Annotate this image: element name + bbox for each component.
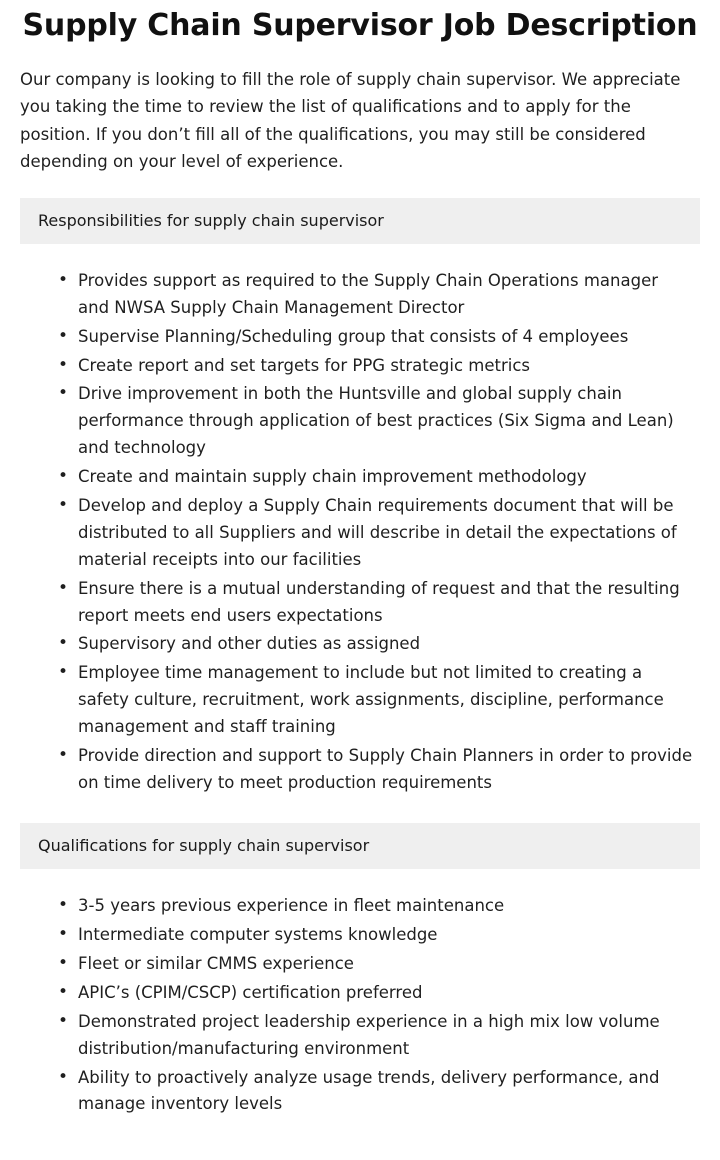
section-header-responsibilities: Responsibilities for supply chain supervisor [20,198,700,244]
list-item: • 3-5 years previous experience in fleet maintenance [58,893,700,920]
list-item: • Provide direction and support to Supply Chain Planners in order to provide on time delivery to meet production requirements [58,743,700,797]
list-item: • Provides support as required to the Supply Chain Operations manager and NWSA Supply Chain Management Director [58,268,700,322]
qualifications-list [20,893,700,1118]
list-item: • Supervise Planning/Scheduling group that consists of 4 employees [58,324,700,351]
page-title: Supply Chain Supervisor Job Description [22,8,698,43]
responsibilities-list [20,268,700,797]
spacer [20,254,700,268]
list-item: • Ability to proactively analyze usage trends, delivery performance, and manage inventory levels [58,1065,700,1119]
list-item: • Develop and deploy a Supply Chain requirements document that will be distributed to all Suppliers and will describe in detail the expectations of material receipts into our facilities [58,493,700,574]
list-item: • Supervisory and other duties as assigned [58,631,700,658]
intro-paragraph: Our company is looking to fill the role of supply chain supervisor. We appreciate you taking the time to review the list of qualifications and to apply for the position. If you don’t fill all of the qualifications, you may still be considered depending on your level of experience. [20,70,681,172]
list-item: • Demonstrated project leadership experience in a high mix low volume distribution/manufacturing environment [58,1009,700,1063]
list-item: • Create report and set targets for PPG strategic metrics [58,353,700,380]
list-item: • Fleet or similar CMMS experience [58,951,700,978]
list-item: • Employee time management to include but not limited to creating a safety culture, recruitment, work assignments, discipline, performance management and staff training [58,660,700,741]
list-item: • Ensure there is a mutual understanding of request and that the resulting report meets end users expectations [58,576,700,630]
section-header-qualifications: Qualifications for supply chain supervisor [20,823,700,869]
job-description-page [0,8,720,1160]
list-item: • Create and maintain supply chain improvement methodology [58,464,700,491]
spacer [20,879,700,893]
list-item: • APIC’s (CPIM/CSCP) certification preferred [58,980,700,1007]
list-item: • Drive improvement in both the Huntsville and global supply chain performance through application of best practices (Six Sigma and Lean) and technology [58,381,700,462]
list-item: • Intermediate computer systems knowledge [58,922,700,949]
